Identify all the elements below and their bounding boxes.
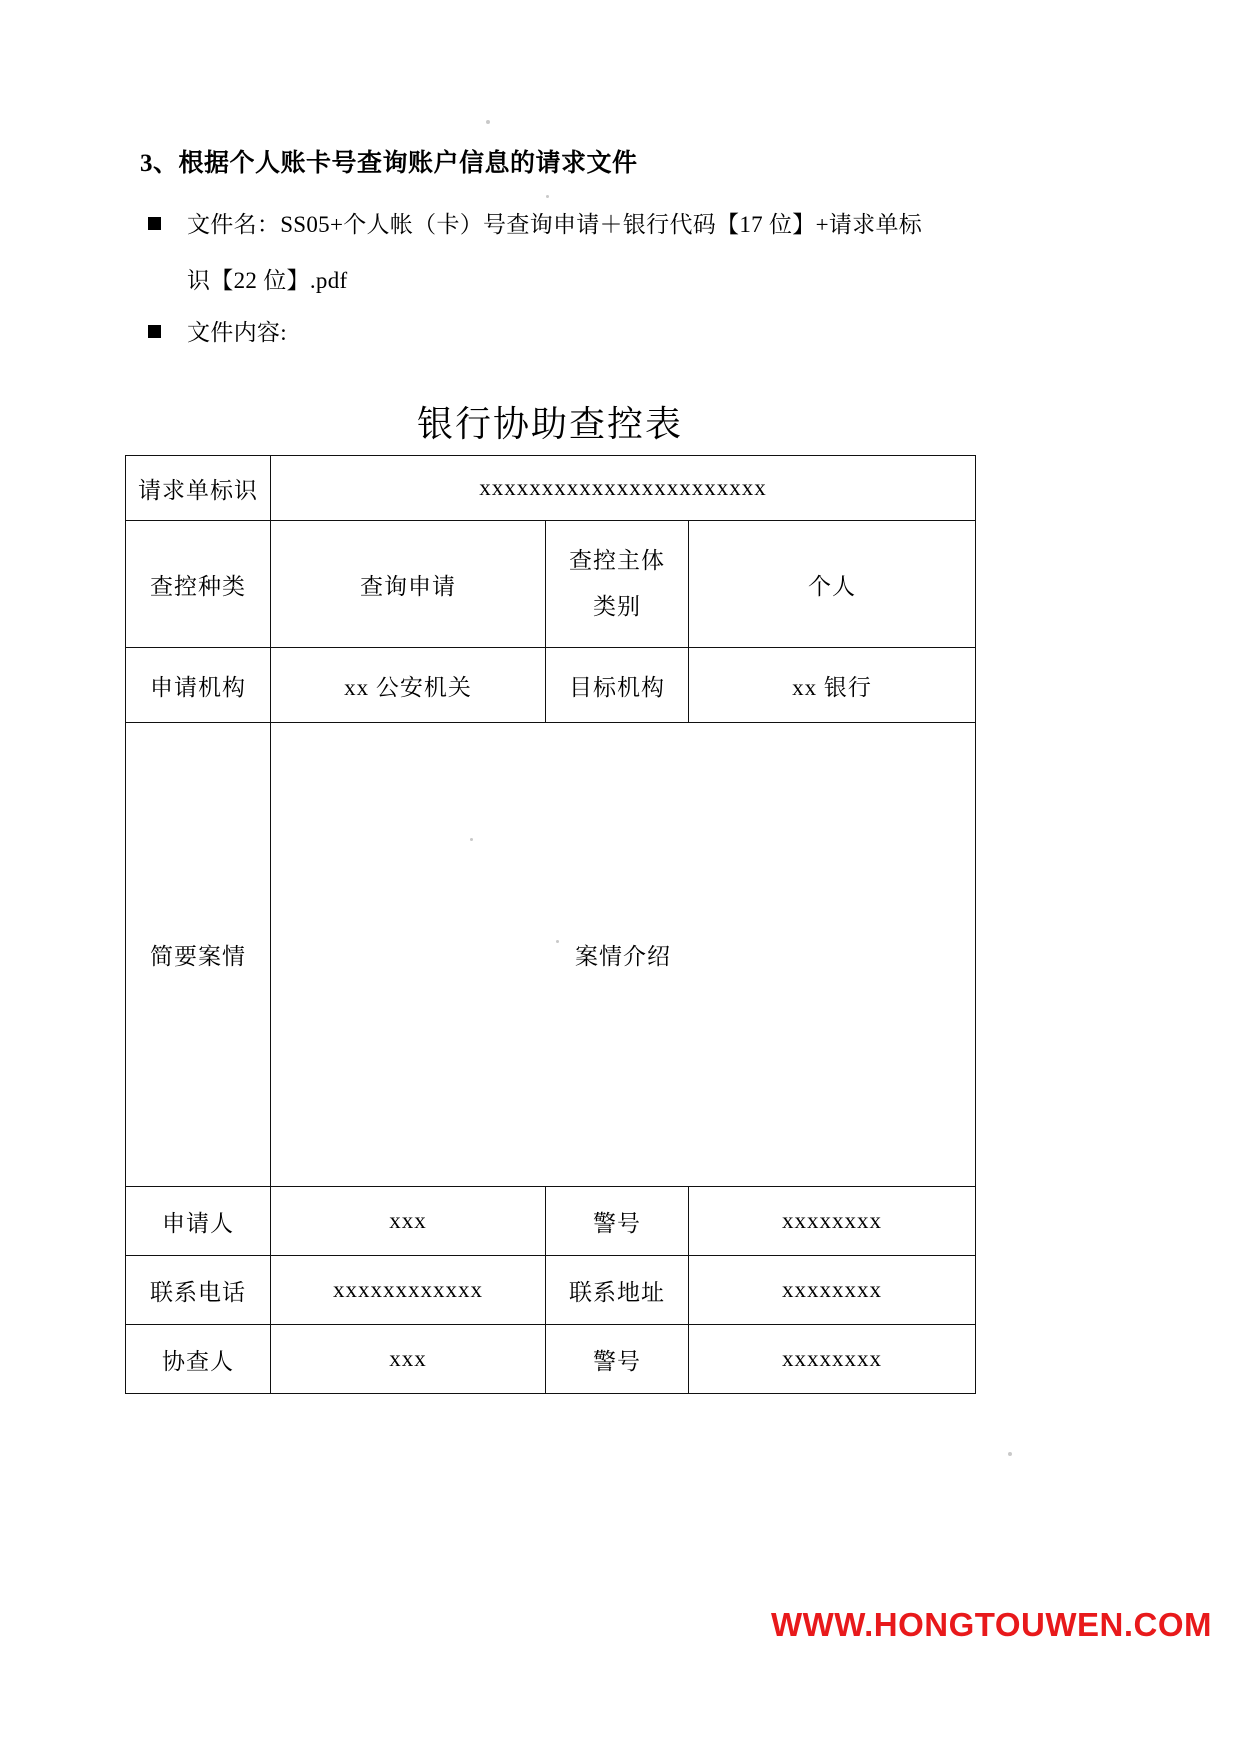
bank-assistance-form-table <box>125 455 976 1394</box>
cell-label-contact-address: 联系地址 <box>546 1256 689 1325</box>
cell-value-request-id: xxxxxxxxxxxxxxxxxxxxxxx <box>271 456 976 521</box>
cell-label-query-kind: 查控种类 <box>126 521 271 648</box>
scan-speck <box>1008 1452 1012 1456</box>
bullet-item-file-name-continuation: 识【22 位】.pdf <box>187 268 348 293</box>
bullet-item-file-content <box>148 314 948 352</box>
cell-label-assistant: 协查人 <box>126 1325 271 1394</box>
cell-value-assistant: xxx <box>271 1325 546 1394</box>
cell-value-applicant: xxx <box>271 1187 546 1256</box>
cell-label-subject-category-line2: 类别 <box>593 594 641 619</box>
cell-label-target-org: 目标机构 <box>546 648 689 723</box>
form-title: 银行协助查控表 <box>416 404 683 444</box>
cell-label-case-summary: 简要案情 <box>126 723 271 1187</box>
cell-value-assistant-police-id: xxxxxxxx <box>689 1325 976 1394</box>
cell-label-assistant-police-id: 警号 <box>546 1325 689 1394</box>
cell-value-subject-category: 个人 <box>689 521 976 648</box>
cell-value-applicant-org: xx 公安机关 <box>271 648 546 723</box>
cell-label-police-id: 警号 <box>546 1187 689 1256</box>
page-title: 3、根据个人账卡号查询账户信息的请求文件 <box>140 150 638 177</box>
bullet-item-file-name-label: 文件名：SS05+个人帐（卡）号查询申请＋银行代码【17 位】+请求单标 <box>187 212 923 237</box>
cell-label-contact-phone: 联系电话 <box>126 1256 271 1325</box>
table-row-assistant <box>126 1325 976 1394</box>
site-watermark: WWW.HONGTOUWEN.COM <box>771 1606 1212 1643</box>
square-bullet-icon <box>148 325 161 338</box>
table-row-institutions <box>126 648 976 723</box>
cell-label-request-id: 请求单标识 <box>126 456 271 521</box>
cell-value-contact-address: xxxxxxxx <box>689 1256 976 1325</box>
scan-speck <box>546 195 549 198</box>
square-bullet-icon <box>148 217 161 230</box>
scan-speck <box>486 120 490 124</box>
cell-value-query-kind: 查询申请 <box>271 521 546 648</box>
cell-value-police-id: xxxxxxxx <box>689 1187 976 1256</box>
table-row-applicant <box>126 1187 976 1256</box>
cell-label-subject-category-line1: 查控主体 <box>569 548 665 573</box>
table-row-contact <box>126 1256 976 1325</box>
table-row-query-kind <box>126 521 976 648</box>
table-row-case-summary <box>126 723 976 1187</box>
table-row-request-id <box>126 456 976 521</box>
cell-label-subject-category <box>546 521 689 648</box>
cell-value-case-summary: 案情介绍 <box>271 723 976 1187</box>
cell-label-applicant: 申请人 <box>126 1187 271 1256</box>
bullet-item-file-name <box>148 206 948 244</box>
cell-value-target-org: xx 银行 <box>689 648 976 723</box>
cell-label-applicant-org: 申请机构 <box>126 648 271 723</box>
bullet-item-file-content-label: 文件内容: <box>187 320 287 345</box>
cell-value-contact-phone: xxxxxxxxxxxx <box>271 1256 546 1325</box>
